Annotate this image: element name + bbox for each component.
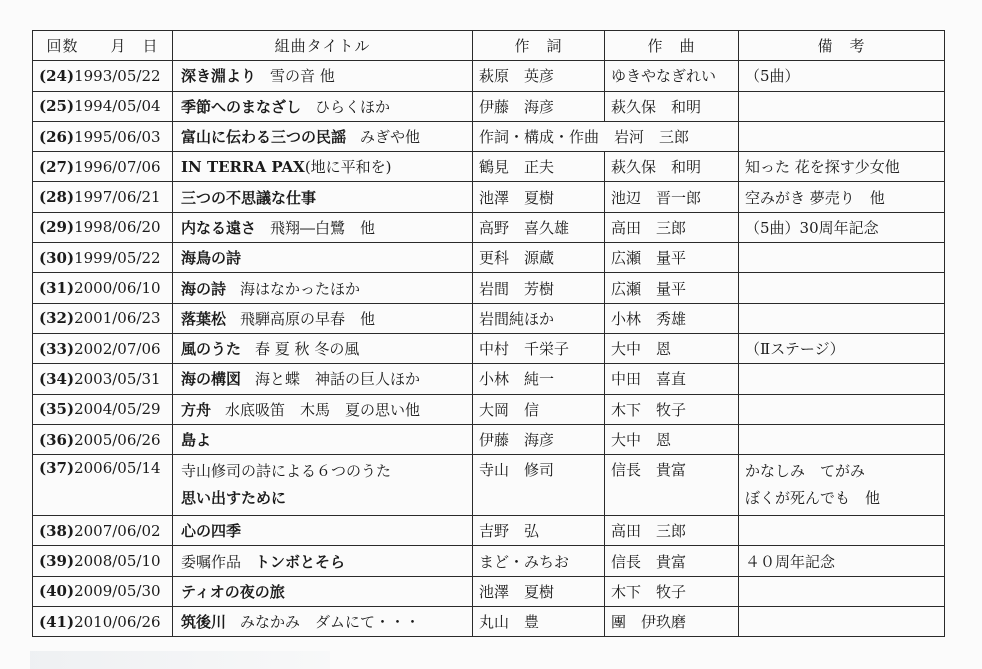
table-row [33, 455, 945, 516]
suite-pieces: 水底吸笛 木馬 夏の思い他 [225, 400, 421, 419]
composer-cell: 萩久保 和明 [605, 91, 739, 121]
lyricist-cell: まど・みちお [473, 546, 605, 576]
suite-title: 心の四季 [181, 522, 242, 541]
notes-line: かなしみ てがみ [745, 462, 866, 481]
concert-number: (41) [39, 612, 75, 631]
table-row [33, 607, 945, 637]
suite-pieces: 海と蝶 神話の巨人ほか [255, 370, 421, 389]
date-cell [33, 152, 173, 182]
table-row [33, 546, 945, 576]
lyricist-cell: 小林 純一 [473, 364, 605, 394]
table-row [33, 424, 945, 454]
suite-title: 内なる遠さ [181, 218, 257, 237]
table-row [33, 273, 945, 303]
header-date: 回数 月 日 [33, 31, 173, 61]
concert-number: (25) [39, 97, 75, 116]
date-cell [33, 546, 173, 576]
lyricist-cell: 萩原 英彦 [473, 61, 605, 91]
concert-number: (31) [39, 279, 75, 298]
concert-date: 1997/06/21 [74, 188, 161, 207]
title-cell [173, 424, 473, 454]
title-cell [173, 182, 473, 212]
concert-number: (26) [39, 127, 75, 146]
date-cell [33, 212, 173, 242]
date-cell [33, 516, 173, 546]
composer-cell: 池辺 晋一郎 [605, 182, 739, 212]
date-cell [33, 607, 173, 637]
suite-title: 富山に伝わる三つの民謡 [181, 128, 347, 147]
concert-number: (33) [39, 339, 75, 358]
date-cell [33, 243, 173, 273]
concert-date: 2009/05/30 [74, 582, 161, 601]
composer-cell: 木下 牧子 [605, 576, 739, 606]
date-cell [33, 91, 173, 121]
lyricist-cell: 岩間 芳樹 [473, 273, 605, 303]
suite-title: 風のうた [181, 340, 242, 359]
date-cell [33, 333, 173, 363]
concert-date: 2003/05/31 [74, 369, 161, 388]
concert-number: (37) [39, 459, 75, 478]
concert-date: 1996/07/06 [74, 157, 161, 176]
composer-cell: 大中 恩 [605, 424, 739, 454]
scan-smudge [30, 651, 330, 669]
suite-pieces: みなかみ ダムにて・・・ [240, 613, 421, 632]
concert-number: (35) [39, 400, 75, 419]
composer-cell: 團 伊玖磨 [605, 607, 739, 637]
header-composer: 作 曲 [605, 31, 739, 61]
lyricist-cell: 更科 源蔵 [473, 243, 605, 273]
concert-number: (40) [39, 582, 75, 601]
date-cell [33, 576, 173, 606]
lyricist-cell: 中村 千栄子 [473, 333, 605, 363]
concert-date: 2001/06/23 [74, 309, 161, 328]
notes-cell [739, 91, 945, 121]
notes-cell: （5曲）30周年記念 [739, 212, 945, 242]
date-cell [33, 455, 173, 516]
composer-cell: ゆきやなぎれい [605, 61, 739, 91]
table-row [33, 516, 945, 546]
suite-title: ティオの夜の旅 [181, 582, 285, 601]
suite-pieces: 飛騨高原の早春 他 [240, 309, 376, 328]
concert-date: 2005/06/26 [74, 430, 161, 449]
suite-title: 海鳥の詩 [181, 249, 242, 268]
title-cell [173, 364, 473, 394]
notes-cell [739, 424, 945, 454]
date-cell [33, 364, 173, 394]
table-row [33, 576, 945, 606]
concert-number: (24) [39, 66, 75, 85]
suite-pieces: 海はなかったほか [240, 279, 361, 298]
table-row [33, 61, 945, 91]
suite-pieces: 飛翔―白鷺 他 [270, 218, 376, 237]
title-cell [173, 243, 473, 273]
notes-cell: 空みがき 夢売り 他 [739, 182, 945, 212]
title-cell [173, 516, 473, 546]
concert-date: 1993/05/22 [74, 66, 161, 85]
concert-date: 1998/06/20 [74, 218, 161, 237]
suite-title: 海の構図 [181, 370, 242, 389]
date-cell [33, 182, 173, 212]
concert-number: (39) [39, 552, 75, 571]
lyricist-cell: 伊藤 海彦 [473, 91, 605, 121]
header-notes: 備 考 [739, 31, 945, 61]
date-cell [33, 394, 173, 424]
lyricist-cell: 大岡 信 [473, 394, 605, 424]
concert-date: 1999/05/22 [74, 248, 161, 267]
composer-cell: 広瀬 量平 [605, 273, 739, 303]
lyricist-cell: 池澤 夏樹 [473, 576, 605, 606]
concert-date: 2002/07/06 [74, 339, 161, 358]
concert-number: (30) [39, 248, 75, 267]
notes-cell [739, 576, 945, 606]
composer-cell: 小林 秀雄 [605, 303, 739, 333]
notes-cell [739, 364, 945, 394]
lyricist-cell: 丸山 豊 [473, 607, 605, 637]
table-row [33, 212, 945, 242]
suite-title: 海の詩 [181, 279, 227, 298]
title-cell [173, 576, 473, 606]
notes-cell [739, 394, 945, 424]
table-row [33, 152, 945, 182]
lyricist-cell: 鶴見 正夫 [473, 152, 605, 182]
date-cell [33, 424, 173, 454]
composer-cell: 広瀬 量平 [605, 243, 739, 273]
composer-cell: 木下 牧子 [605, 394, 739, 424]
concert-number: (38) [39, 521, 75, 540]
concert-number: (32) [39, 309, 75, 328]
suite-pieces: 春 夏 秋 冬の風 [255, 340, 360, 359]
title-cell [173, 607, 473, 637]
suite-title: 季節へのまなざし [181, 97, 302, 116]
suite-title: IN TERRA PAX [181, 158, 305, 177]
suite-title: 思い出すために [181, 489, 287, 508]
concert-number: (34) [39, 369, 75, 388]
concert-date: 2000/06/10 [74, 279, 161, 298]
concert-history-table [32, 30, 945, 637]
lyricist-cell: 伊藤 海彦 [473, 424, 605, 454]
concert-number: (28) [39, 188, 75, 207]
composer-cell: 萩久保 和明 [605, 152, 739, 182]
title-cell [173, 273, 473, 303]
title-cell [173, 303, 473, 333]
suite-pieces: (地に平和を) [304, 158, 392, 177]
table-row [33, 121, 945, 151]
concert-date: 2007/06/02 [74, 521, 161, 540]
notes-cell [739, 303, 945, 333]
title-cell [173, 546, 473, 576]
suite-title: トンボとそら [255, 552, 346, 571]
suite-pieces: 雪の音 他 [270, 67, 335, 86]
composer-cell: 信長 貴富 [605, 455, 739, 516]
suite-pieces: みぎや他 [360, 128, 421, 147]
table-row [33, 182, 945, 212]
concert-date: 2008/05/10 [74, 552, 161, 571]
header-row [33, 31, 945, 61]
concert-date: 1994/05/04 [74, 97, 161, 116]
lyricist-cell: 吉野 弘 [473, 516, 605, 546]
concert-date: 2010/06/26 [74, 612, 161, 631]
suite-title: 落葉松 [181, 309, 227, 328]
lyricist-cell: 寺山 修司 [473, 455, 605, 516]
lyricist-cell: 池澤 夏樹 [473, 182, 605, 212]
notes-cell [739, 121, 945, 151]
lyricist-composer-cell: 作詞・構成・作曲 岩河 三郎 [473, 121, 739, 151]
title-cell [173, 121, 473, 151]
concert-number: (36) [39, 430, 75, 449]
notes-cell [739, 516, 945, 546]
suite-title: 三つの不思議な仕事 [181, 188, 317, 207]
suite-title: 深き淵より [181, 67, 257, 86]
notes-cell: 知った 花を探す少女他 [739, 152, 945, 182]
concert-date: 2006/05/14 [74, 459, 161, 478]
date-cell [33, 303, 173, 333]
table-row [33, 91, 945, 121]
notes-cell: （5曲） [739, 61, 945, 91]
table-row [33, 243, 945, 273]
header-title: 組曲タイトル [173, 31, 473, 61]
composer-cell: 大中 恩 [605, 333, 739, 363]
suite-title: 島よ [181, 431, 212, 449]
notes-cell: ４０周年記念 [739, 546, 945, 576]
title-cell [173, 333, 473, 363]
lyricist-cell: 高野 喜久雄 [473, 212, 605, 242]
table-row [33, 303, 945, 333]
title-cell [173, 455, 473, 516]
title-cell [173, 394, 473, 424]
lyricist-cell: 岩間純ほか [473, 303, 605, 333]
concert-date: 2004/05/29 [74, 400, 161, 419]
date-cell [33, 61, 173, 91]
composer-cell: 高田 三郎 [605, 516, 739, 546]
notes-cell [739, 243, 945, 273]
commission-label: 委嘱作品 [181, 552, 242, 571]
table-row [33, 333, 945, 363]
notes-cell [739, 607, 945, 637]
header-lyricist: 作 詞 [473, 31, 605, 61]
title-cell [173, 61, 473, 91]
composer-cell: 中田 喜直 [605, 364, 739, 394]
date-cell [33, 273, 173, 303]
composer-cell: 高田 三郎 [605, 212, 739, 242]
title-cell [173, 91, 473, 121]
composer-cell: 信長 貴富 [605, 546, 739, 576]
title-cell [173, 212, 473, 242]
concert-number: (29) [39, 218, 75, 237]
date-cell [33, 121, 173, 151]
concert-date: 1995/06/03 [74, 127, 161, 146]
suite-title: 方舟 [181, 400, 212, 419]
notes-line: ぼくが死んでも 他 [745, 489, 881, 508]
notes-cell: （Ⅱステージ） [739, 333, 945, 363]
suite-title: 筑後川 [181, 613, 227, 632]
notes-cell [739, 273, 945, 303]
concert-number: (27) [39, 157, 75, 176]
title-cell [173, 152, 473, 182]
table-row [33, 394, 945, 424]
notes-cell [739, 455, 945, 516]
suite-subtitle: 寺山修司の詩による６つのうた [181, 462, 392, 481]
table-row [33, 364, 945, 394]
suite-pieces: ひらくほか [315, 97, 391, 116]
